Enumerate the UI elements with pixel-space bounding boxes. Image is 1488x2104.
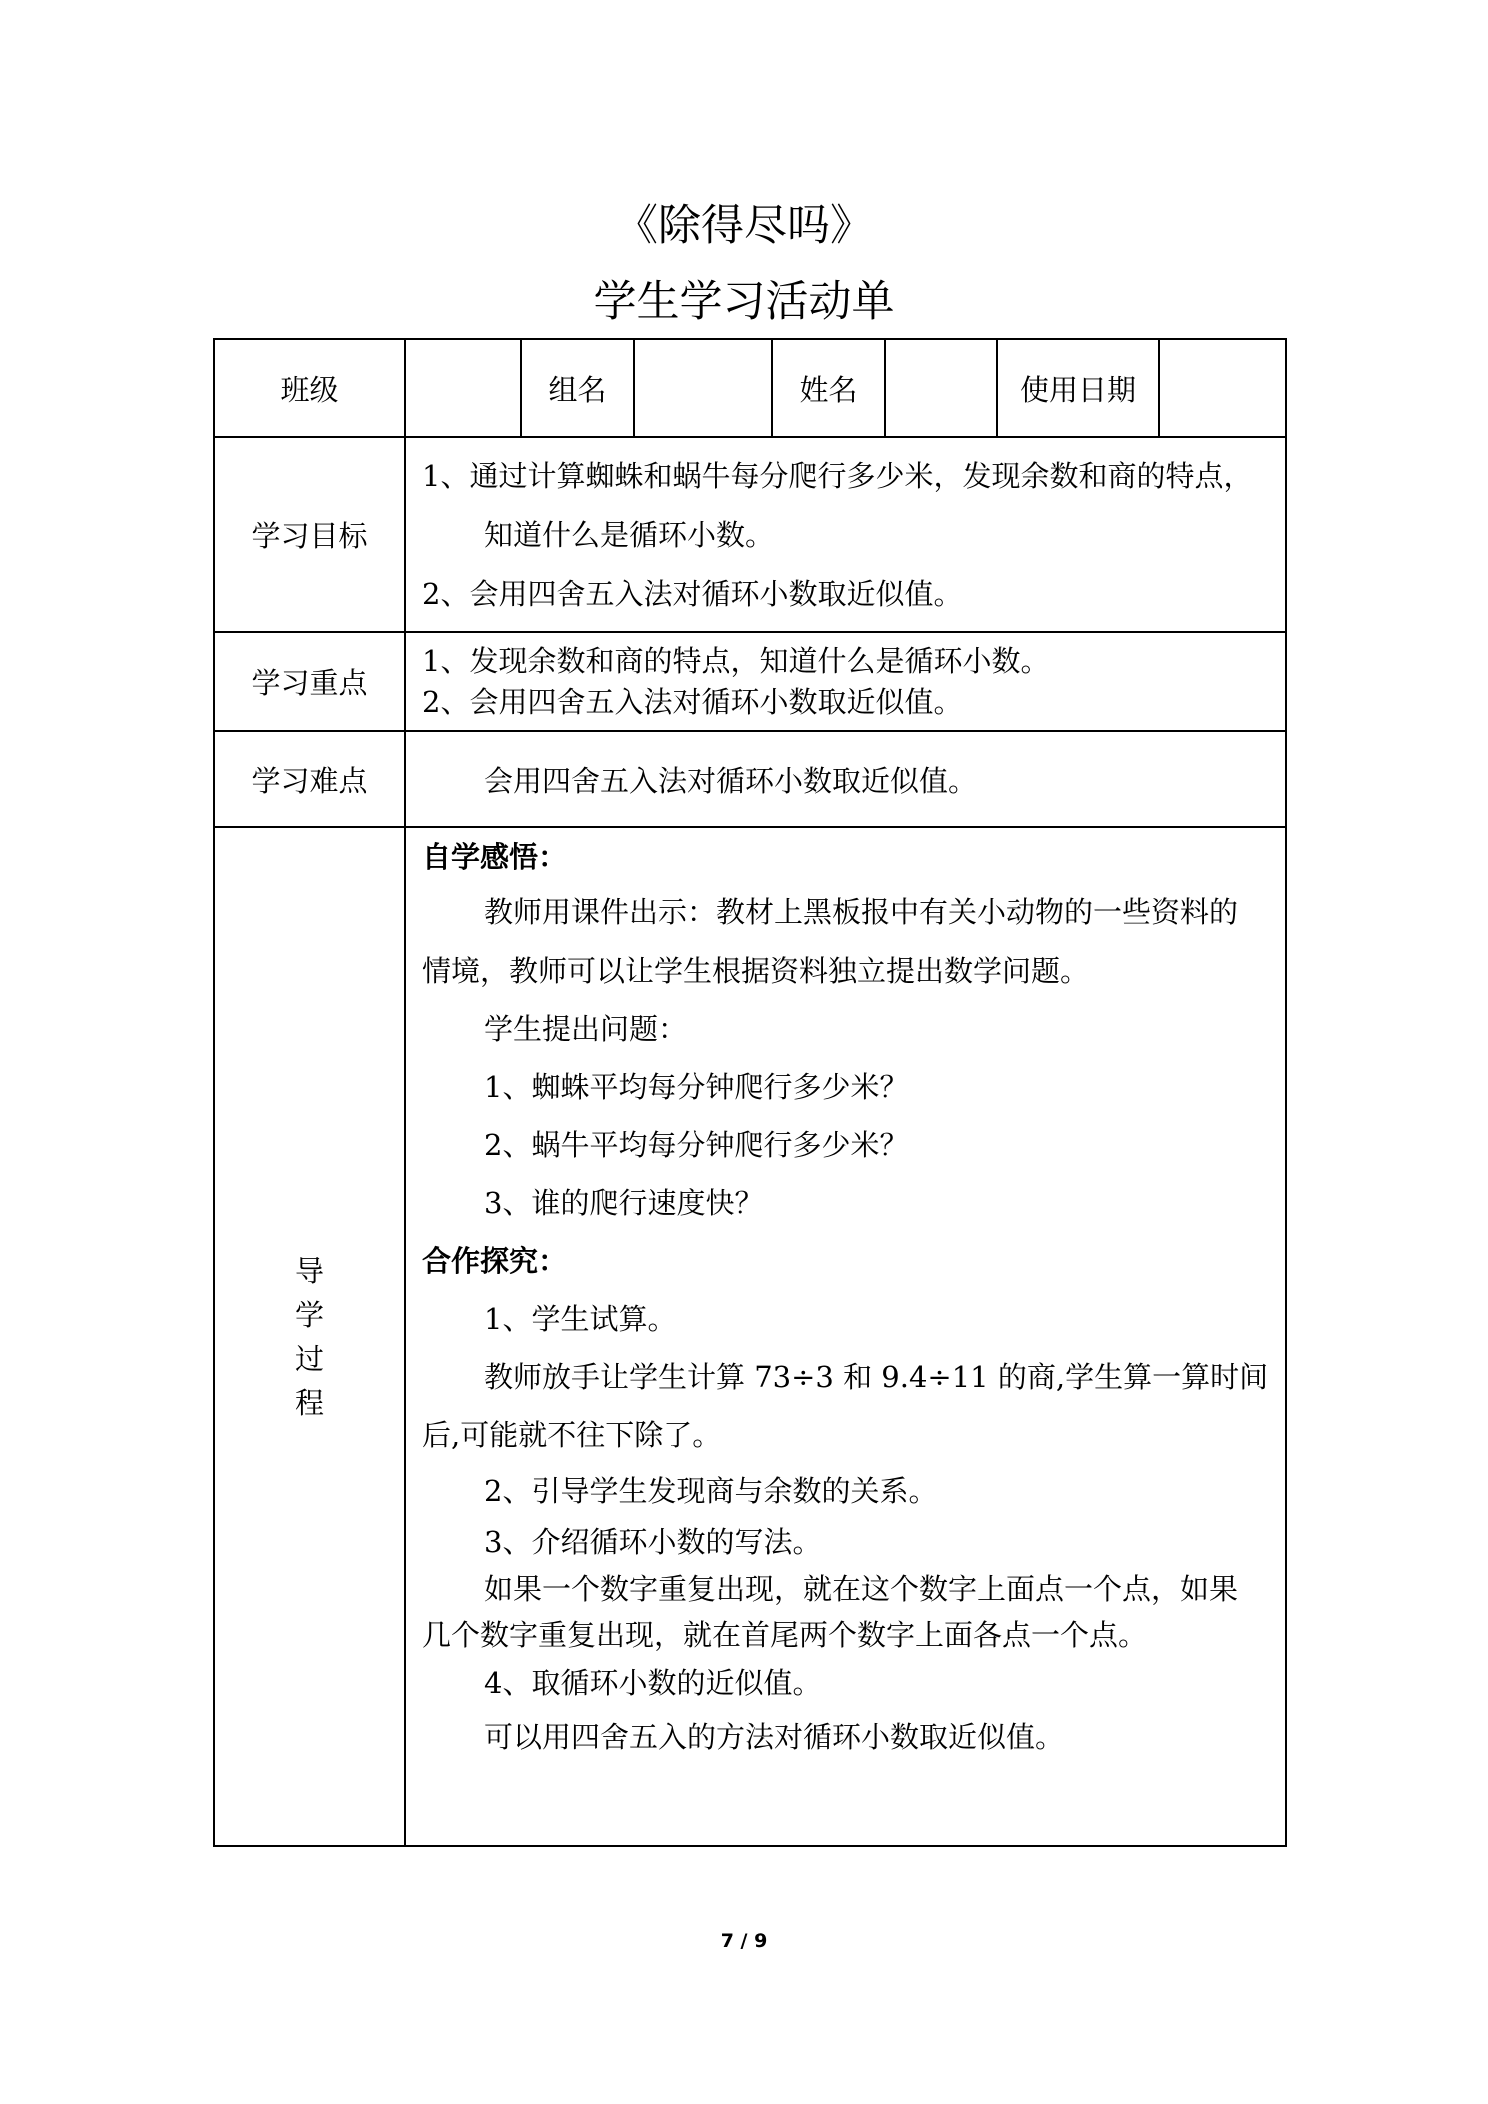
- process-label-char: 过: [294, 1341, 324, 1376]
- page-number: 7 / 9: [720, 1930, 768, 1952]
- process-line: 4、取循环小数的近似值。: [484, 1666, 822, 1700]
- name-label: 姓名: [772, 339, 885, 437]
- difficulty-label: 学习难点: [214, 731, 405, 827]
- process-line: 教师用课件出示：教材上黑板报中有关小动物的一些资料的: [484, 895, 1239, 929]
- difficulty-text: 会用四舍五入法对循环小数取近似值。: [484, 763, 978, 798]
- process-line: 学生提出问题：: [484, 1012, 688, 1046]
- group-label: 组名: [521, 339, 634, 437]
- process-line: 2、引导学生发现商与余数的关系。: [484, 1474, 938, 1508]
- process-line: 教师放手让学生计算 73÷3 和 9.4÷11 的商,学生算一算时间: [484, 1360, 1269, 1394]
- class-label: 班级: [214, 339, 405, 437]
- process-line: 情境，教师可以让学生根据资料独立提出数学问题。: [422, 954, 1090, 988]
- process-line: 后,可能就不往下除了。: [422, 1418, 722, 1452]
- process-line: 1、蜘蛛平均每分钟爬行多少米？: [484, 1070, 909, 1104]
- process-line: 2、蜗牛平均每分钟爬行多少米？: [484, 1128, 909, 1162]
- process-label: [214, 827, 405, 1846]
- goals-line: 2、会用四舍五入法对循环小数取近似值。: [422, 576, 963, 611]
- header-row: [214, 339, 1286, 437]
- process-label-char: 程: [294, 1385, 324, 1420]
- key-points-line: 1、发现余数和商的特点，知道什么是循环小数。: [422, 643, 1050, 678]
- date-field[interactable]: [1159, 339, 1286, 437]
- date-label: 使用日期: [997, 339, 1159, 437]
- difficulty-row: [214, 731, 1286, 827]
- goals-row: [214, 437, 1286, 632]
- process-line: 如果一个数字重复出现，就在这个数字上面点一个点，如果: [484, 1572, 1239, 1606]
- process-line: 3、介绍循环小数的写法。: [484, 1525, 822, 1559]
- name-field[interactable]: [885, 339, 997, 437]
- self-study-heading: 自学感悟：: [422, 840, 568, 874]
- process-line: 3、谁的爬行速度快？: [484, 1186, 764, 1220]
- key-points-row: [214, 632, 1286, 731]
- document-subtitle: 学生学习活动单: [593, 277, 895, 327]
- class-field[interactable]: [405, 339, 521, 437]
- process-row: [214, 827, 1286, 1846]
- difficulty-content: [405, 731, 1286, 827]
- process-label-char: 学: [294, 1297, 324, 1332]
- process-line: 1、学生试算。: [484, 1302, 677, 1336]
- group-field[interactable]: [634, 339, 772, 437]
- goals-line: 知道什么是循环小数。: [484, 517, 775, 552]
- activity-table: [213, 338, 1287, 1847]
- process-label-char: 导: [294, 1253, 324, 1288]
- document-title: 《除得尽吗》: [615, 201, 873, 251]
- process-content: [405, 827, 1286, 1846]
- coop-heading: 合作探究：: [422, 1244, 568, 1278]
- goals-label: 学习目标: [214, 437, 405, 632]
- process-line: 可以用四舍五入的方法对循环小数取近似值。: [484, 1720, 1065, 1754]
- process-line: 几个数字重复出现，就在首尾两个数字上面各点一个点。: [422, 1618, 1148, 1652]
- key-points-content: [405, 632, 1286, 731]
- goals-line: 1、通过计算蜘蛛和蜗牛每分爬行多少米，发现余数和商的特点，: [422, 458, 1253, 493]
- key-points-label: 学习重点: [214, 632, 405, 731]
- key-points-line: 2、会用四舍五入法对循环小数取近似值。: [422, 684, 963, 719]
- goals-content: [405, 437, 1286, 632]
